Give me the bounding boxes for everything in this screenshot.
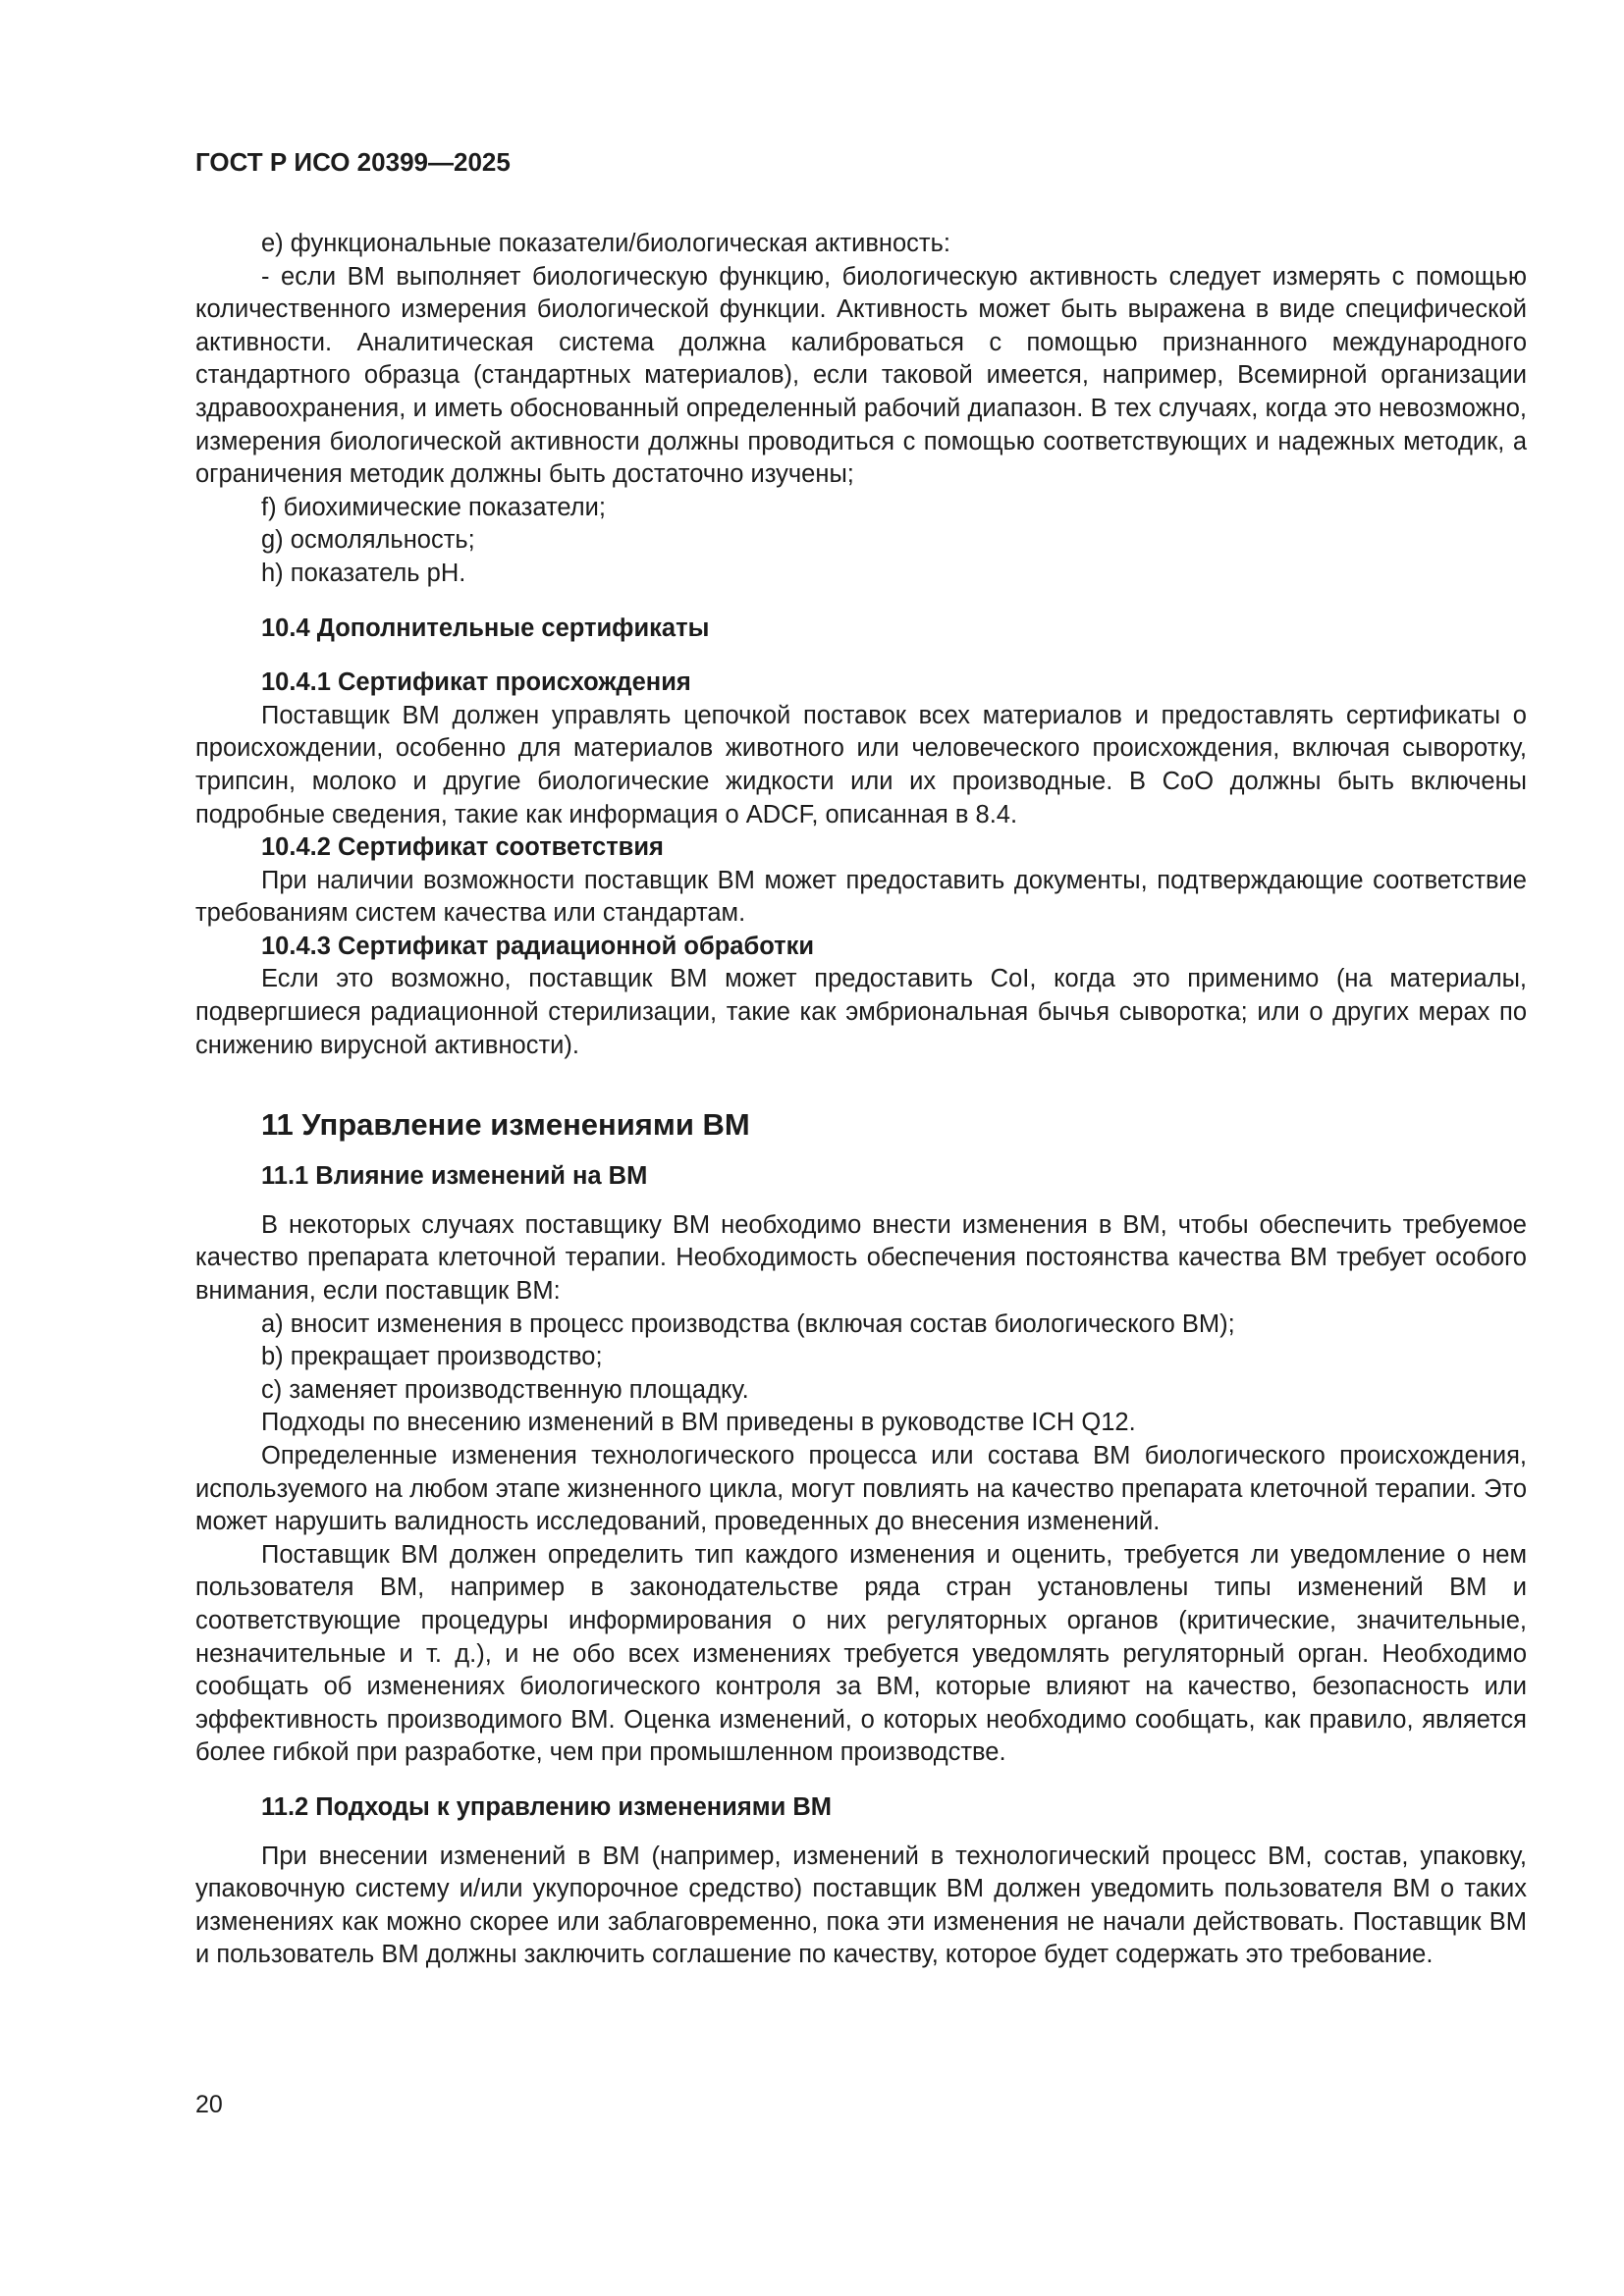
paragraph-biological-activity: - если ВМ выполняет биологическую функцию, биологическую активность следует измерять с помощью количественного измерения биологической функции. Активность может быть выражена в виде специфической активности. Аналитическая система должна калиброваться с помощью признанного международного стандартного образца (стандартных материалов), если таковой имеется, например, Всемирной организации здравоохранения, и иметь обоснованный определенный рабочий диапазон. В тех случаях, когда это невозможно, измерения биологической активности должны проводиться с помощью соответствующих и надежных методик, а ограничения методик должны быть достаточно изучены;: [195, 262, 1527, 489]
list-item-c: c) заменяет производственную площадку.: [261, 1375, 749, 1404]
list-item-g: g) осмоляльность;: [261, 526, 475, 555]
section-heading-10-4-3: 10.4.3 Сертификат радиационной обработки: [261, 932, 815, 960]
list-item-e: e) функциональные показатели/биологическая активность:: [261, 230, 950, 257]
paragraph-11-1-changes: Определенные изменения технологического процесса или состава ВМ биологического происхождения, используемого на любом этапе жизненного цикла, могут повлиять на качество препарата клеточной терапии. Это может нарушить валидность исследований, проведенных до внесения изменений.: [195, 1442, 1527, 1536]
paragraph-10-4-3: Если это возможно, поставщик ВМ может предоставить CoI, когда это применимо (на материалы, подвергшиеся радиационной стерилизации, такие как эмбриональная бычья сыворотка; или о других мерах по снижению вирусной активности).: [195, 965, 1527, 1059]
paragraph-11-1-intro: В некоторых случаях поставщику ВМ необходимо внести изменения в ВМ, чтобы обеспечить требуемое качество препарата клеточной терапии. Необходимость обеспечения постоянства качества ВМ требует особого внимания, если поставщик ВМ:: [195, 1210, 1527, 1306]
list-item-f: f) биохимические показатели;: [261, 493, 606, 521]
page-number: 20: [195, 2091, 223, 2118]
document-page: [195, 145, 1527, 1972]
paragraph-10-4-2: При наличии возможности поставщик ВМ может предоставить документы, подтверждающие соответствие требованиям систем качества или стандартам.: [195, 866, 1527, 928]
list-item-b: b) прекращает производство;: [261, 1343, 603, 1371]
section-heading-10-4-1: 10.4.1 Сертификат происхождения: [261, 668, 691, 697]
section-heading-10-4: 10.4 Дополнительные сертификаты: [261, 614, 710, 642]
section-heading-10-4-2: 10.4.2 Сертификат соответствия: [261, 833, 664, 862]
paragraph-11-1-ich: Подходы по внесению изменений в ВМ приведены в руководстве ICH Q12.: [261, 1409, 1136, 1437]
section-heading-11-1: 11.1 Влияние изменений на ВМ: [261, 1162, 648, 1191]
document-header: ГОСТ Р ИСО 20399—2025: [195, 147, 511, 177]
paragraph-10-4-1: Поставщик ВМ должен управлять цепочкой поставок всех материалов и предоставлять сертификаты о происхождении, особенно для материалов животного или человеческого происхождения, включая сыворотку, трипсин, молоко и другие биологические жидкости или их производные. В CoO должны быть включены подробные сведения, такие как информация о ADCF, описанная в 8.4.: [195, 701, 1527, 828]
paragraph-11-2: При внесении изменений в ВМ (например, изменений в технологический процесс ВМ, состав, упаковку, упаковочную систему и/или укупорочное средство) поставщик ВМ должен уведомить пользователя ВМ о таких изменениях как можно скорее или заблаговременно, пока эти изменения не начали действовать. Поставщик ВМ и пользователь ВМ должны заключить соглашение по качеству, которое будет содержать это требование.: [195, 1842, 1527, 1969]
section-heading-11: 11 Управление изменениями ВМ: [261, 1107, 750, 1143]
section-heading-11-2: 11.2 Подходы к управлению изменениями ВМ: [261, 1792, 832, 1821]
list-item-h: h) показатель pH.: [261, 559, 466, 587]
paragraph-11-1-supplier: Поставщик ВМ должен определить тип каждого изменения и оценить, требуется ли уведомление о нем пользователя ВМ, например в законодательстве ряда стран установлены типы изменений ВМ и соответствующие процедуры информирования о них регуляторных органов (критические, значительные, незначительные и т. д.), и не обо всех изменениях требуется уведомлять регуляторный орган. Необходимо сообщать об изменениях биологического контроля за ВМ, которые влияют на качество, безопасность или эффективность производимого ВМ. Оценка изменений, о которых необходимо сообщать, как правило, является более гибкой при разработке, чем при промышленном производстве.: [195, 1540, 1527, 1767]
list-item-a: a) вносит изменения в процесс производства (включая состав биологического ВМ);: [261, 1309, 1235, 1338]
